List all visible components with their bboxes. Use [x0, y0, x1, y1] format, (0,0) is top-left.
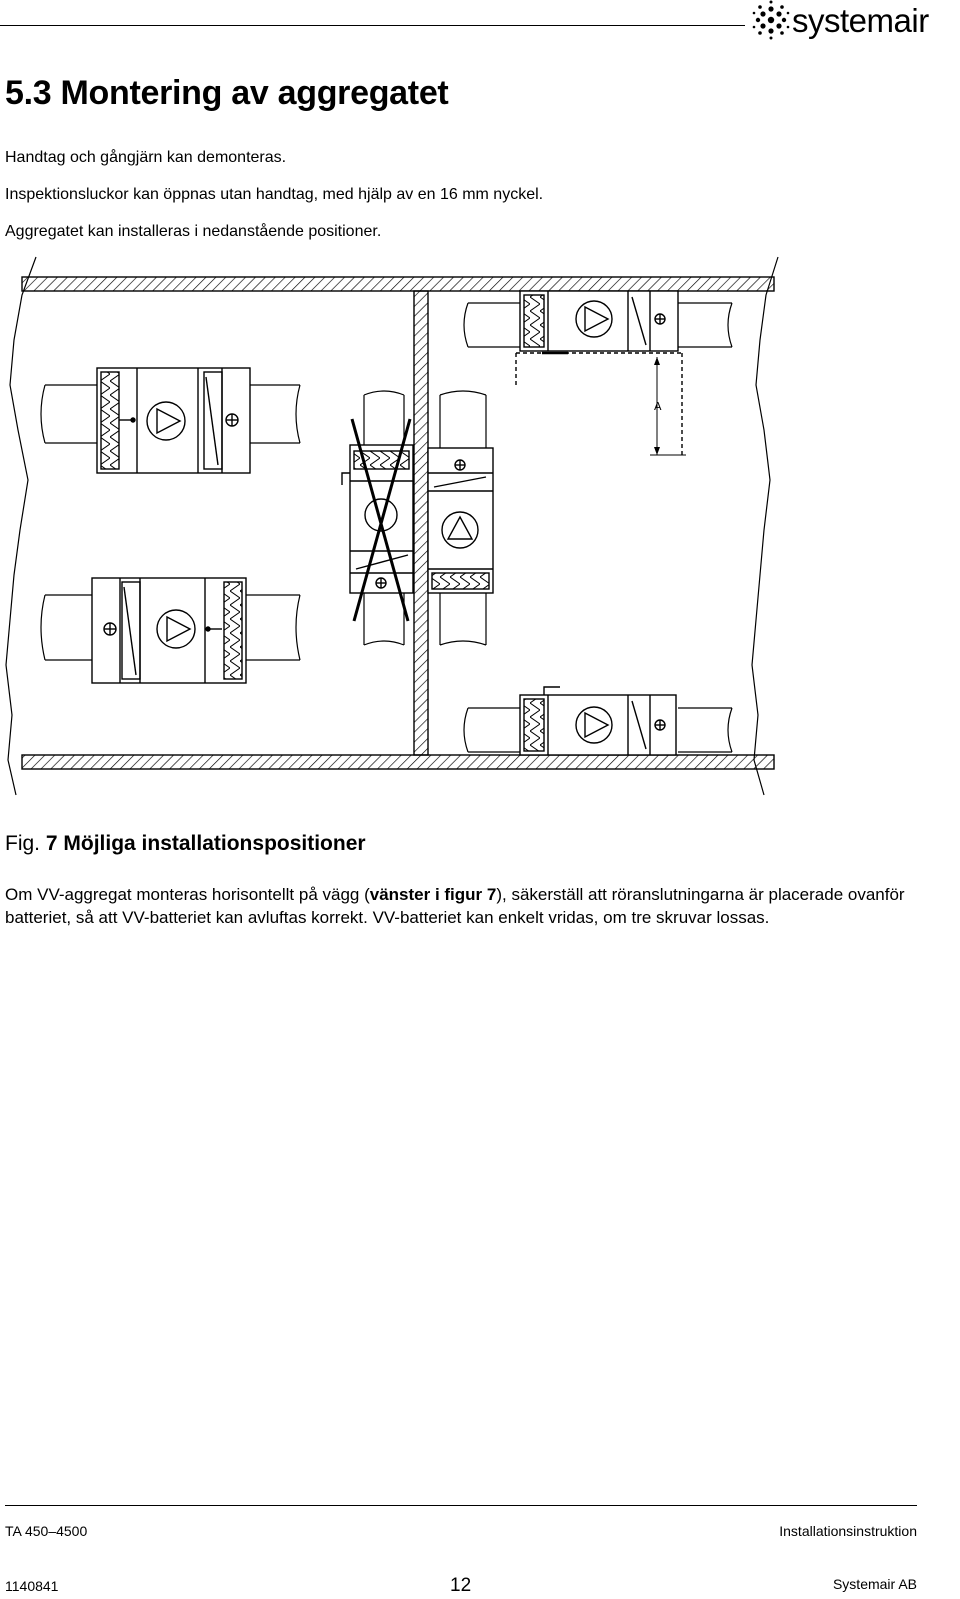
body-text-start: Om VV-aggregat monteras horisontellt på vägg ( — [5, 885, 370, 904]
logo-text: systemair — [792, 2, 929, 39]
intro-line-1: Handtag och gångjärn kan demonteras. — [5, 149, 287, 166]
installation-positions-figure — [0, 255, 800, 800]
figure-caption-title: 7 Möjliga installationspositioner — [45, 832, 366, 855]
systemair-logo — [752, 0, 952, 42]
section-title: 5.3 Montering av aggregatet — [5, 74, 449, 112]
footer-company: Systemair AB — [832, 1576, 917, 1592]
unit-vertical-not-allowed — [342, 445, 413, 593]
unit-horizontal-upper-left — [97, 368, 250, 473]
body-text-end: ), säkerställ att röranslutningarna är placerade ovanför batteriet, så att VV-batteriet kan avluftas korrekt. VV-batteriet kan enkelt vridas, om tre skruvar lossas. — [5, 885, 905, 927]
page-number: 12 — [450, 1575, 472, 1596]
unit-horizontal-lower-left — [92, 578, 246, 683]
intro-line-2: Inspektionsluckor kan öppnas utan handtag, med hjälp av en 16 mm nyckel. — [5, 186, 544, 203]
body-text-bold: vänster i figur 7 — [369, 885, 497, 904]
body-paragraph — [5, 883, 905, 929]
footer-doc-number: 1140841 — [5, 1578, 59, 1594]
footer-model: TA 450–4500 — [5, 1523, 88, 1539]
dimension-label: A — [654, 400, 662, 413]
unit-floor-mounted — [520, 687, 676, 755]
footer-doc-type: Installationsinstruktion — [779, 1523, 917, 1539]
footer-rule — [5, 1505, 917, 1506]
unit-vertical-allowed — [428, 448, 493, 593]
logo-dots-icon — [752, 0, 790, 40]
header-rule — [0, 25, 745, 26]
figure-caption — [5, 832, 366, 856]
dimension-a — [650, 357, 686, 455]
intro-line-3: Aggregatet kan installeras i nedanstående positioner. — [5, 223, 382, 240]
figure-caption-label: Fig. — [5, 832, 41, 855]
